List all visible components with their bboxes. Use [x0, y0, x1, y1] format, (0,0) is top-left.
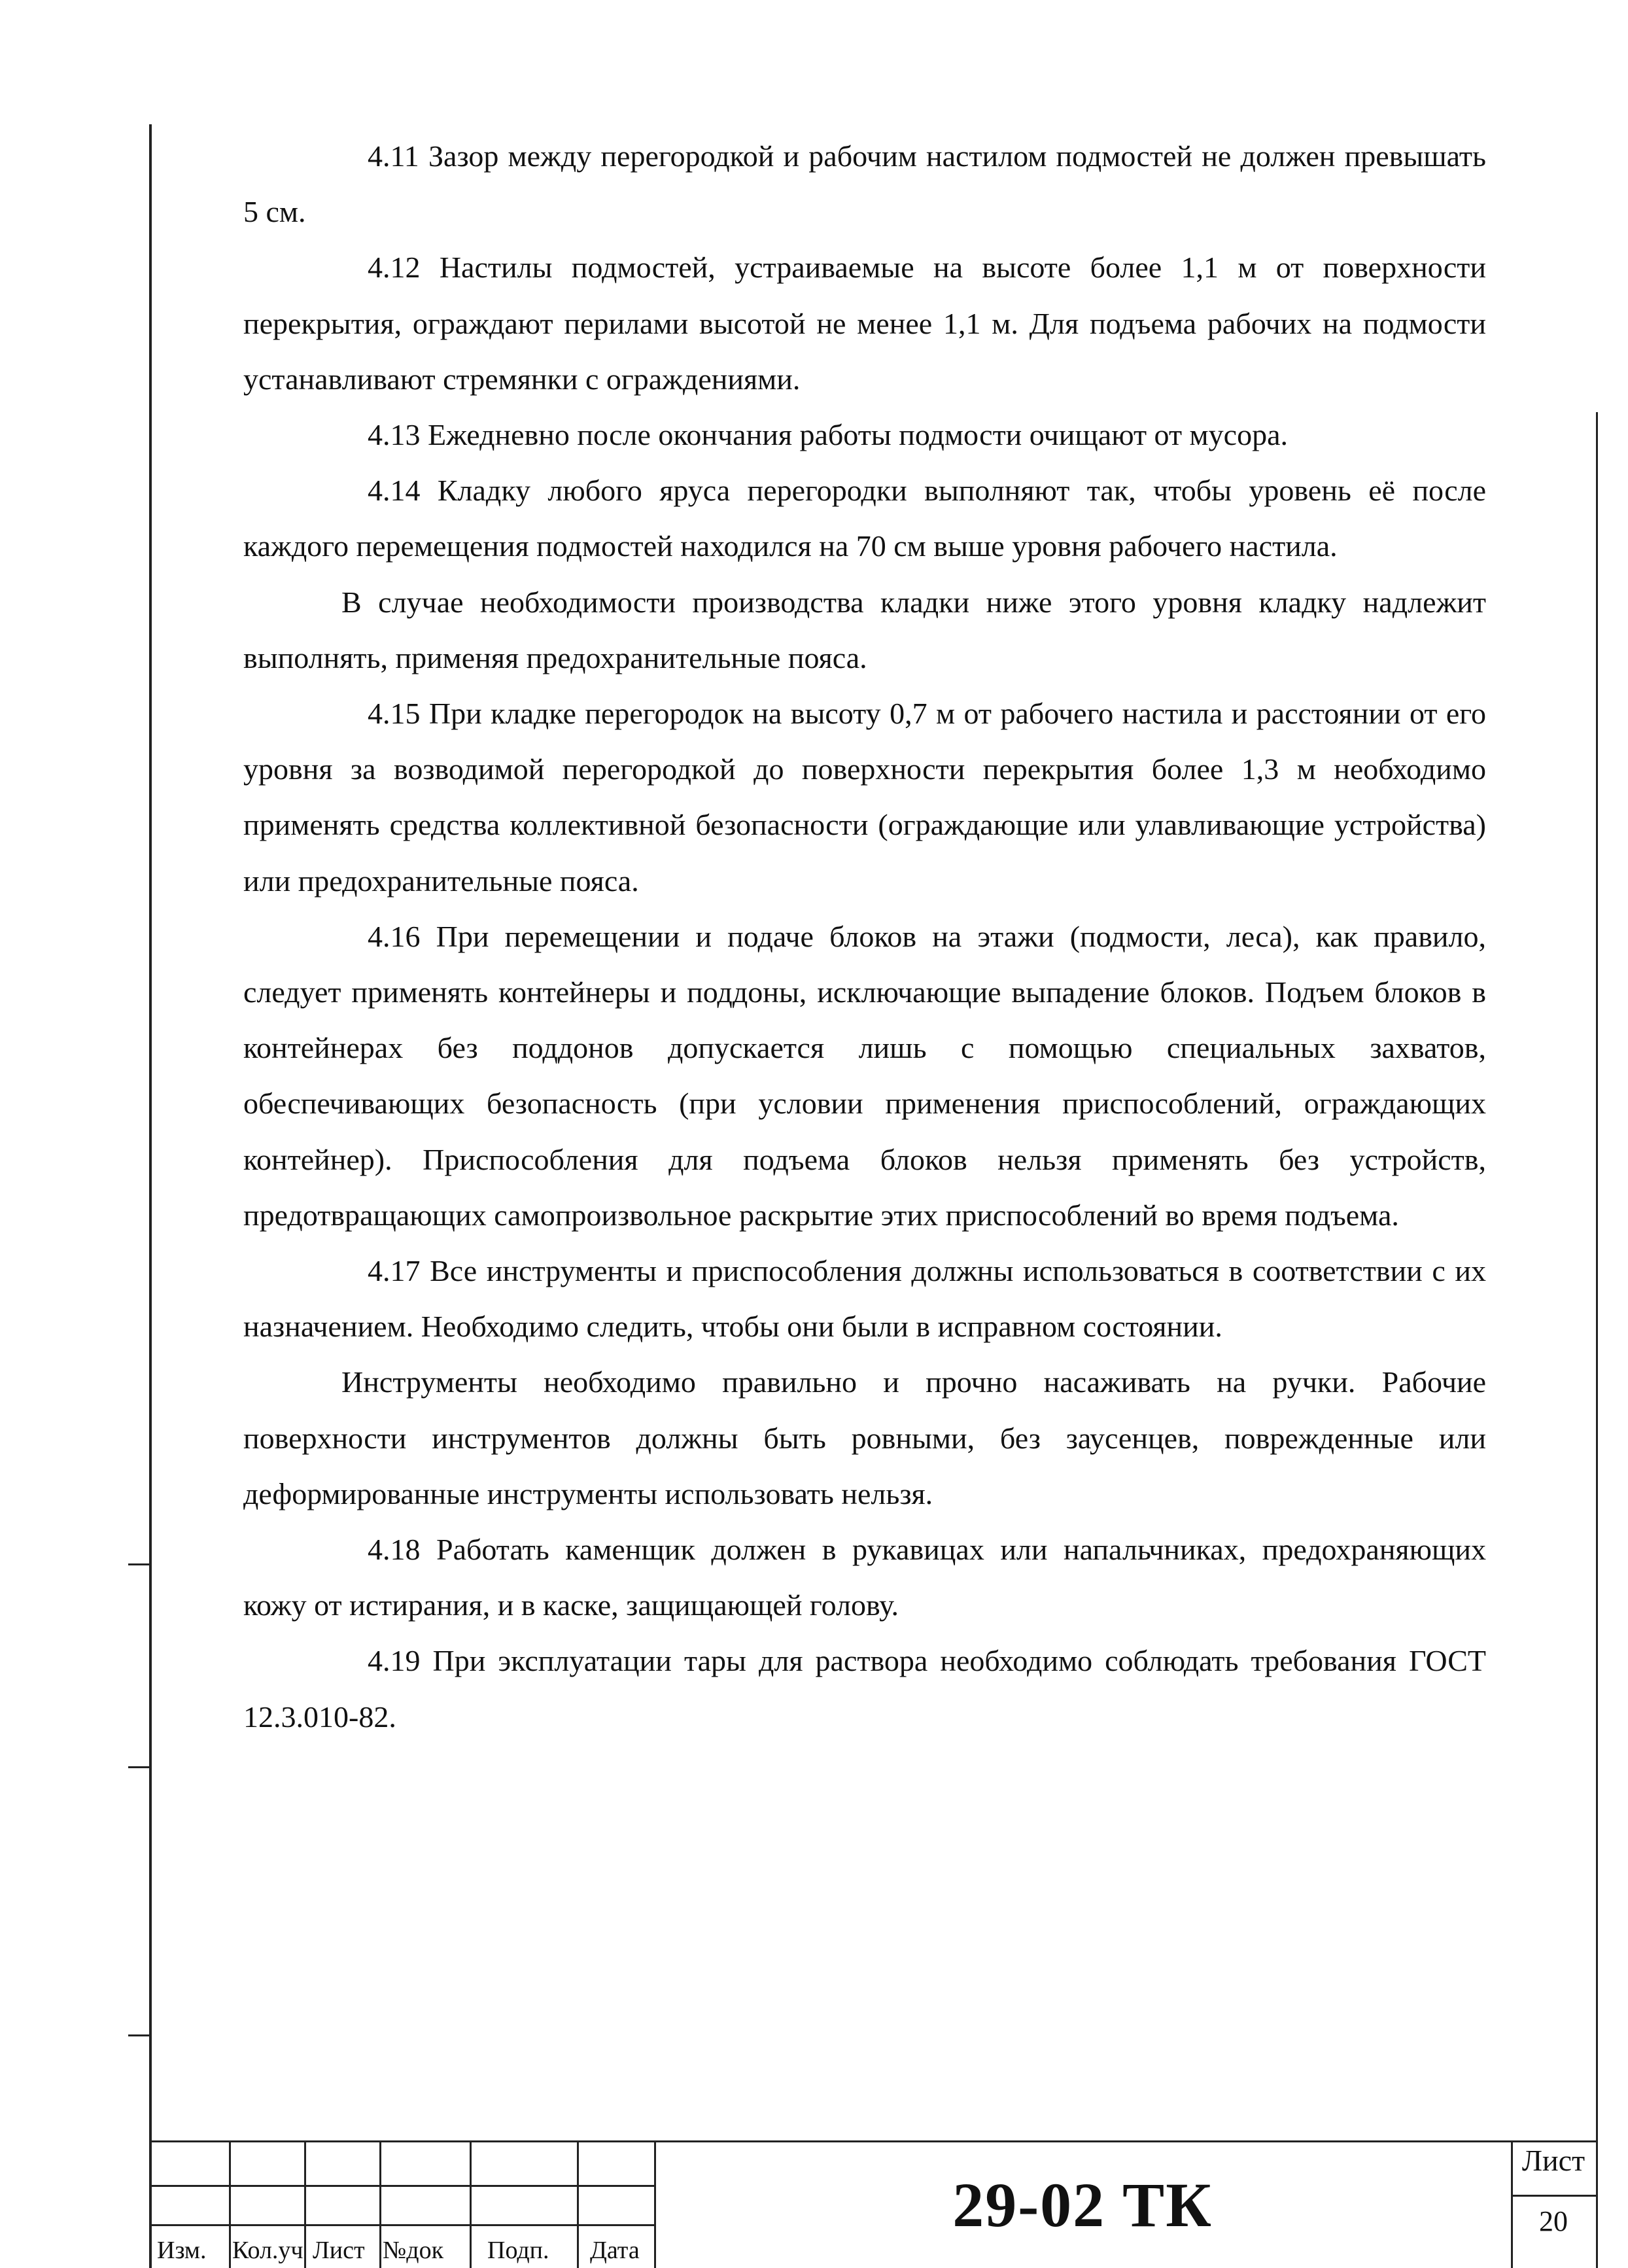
- paragraph-4-19: 4.19 При эксплуатации тары для раствора необходимо соблюдать требования ГОСТ 12.3.010-82.: [243, 1644, 1486, 1734]
- document-code: 29-02 ТК: [952, 2169, 1213, 2240]
- document-body: [243, 128, 1486, 1745]
- paragraph-4-18: 4.18 Работать каменщик должен в рукавицах или напальчниках, предохраняющих кожу от истирания, и в каске, защищающей голову.: [243, 1533, 1486, 1622]
- column-label-podp: Подп.: [487, 2237, 549, 2264]
- frame-tick: [128, 1563, 152, 1565]
- column-label-data: Дата: [590, 2237, 640, 2264]
- column-label-kol-uch: Кол.уч: [232, 2237, 303, 2264]
- title-block-col-line: [577, 2140, 579, 2268]
- title-block-col-line: [304, 2140, 306, 2268]
- paragraph-4-16: 4.16 При перемещении и подаче блоков на этажи (подмости, леса), как правило, следует применять контейнеры и поддоны, исключающие выпадение блоков. Подъем блоков в контейнерах без поддонов допускается лишь с помощью специальных захватов, обеспечивающих безопасность (при условии применения приспособлений, ограждающих контейнер). Приспособления для подъема блоков нельзя применять без устройств, предотвращающих самопроизвольное раскрытие этих приспособлений во время подъема.: [243, 919, 1486, 1232]
- paragraph-4-11: 4.11 Зазор между перегородкой и рабочим настилом подмостей не должен превышать 5 см.: [243, 139, 1486, 229]
- frame-tick: [128, 2034, 152, 2036]
- paragraph-4-17-note: Инструменты необходимо правильно и прочно насаживать на ручки. Рабочие поверхности инструментов должны быть ровными, без заусенцев, поврежденные или деформированные инструменты использовать нельзя.: [243, 1365, 1486, 1510]
- paragraph-4-13: 4.13 Ежедневно после окончания работы подмости очищают от мусора.: [368, 418, 1288, 452]
- column-label-list: Лист: [313, 2237, 365, 2264]
- column-label-n-dok: №док: [383, 2237, 444, 2264]
- paragraph-4-12: 4.12 Настилы подмостей, устраиваемые на высоте более 1,1 м от поверхности перекрытия, ограждают перилами высотой не менее 1,1 м. Для подъема рабочих на подмости устанавливают стремянки с ограждениями.: [243, 251, 1486, 396]
- frame-tick: [128, 1766, 152, 1768]
- title-block-col-line: [379, 2140, 381, 2268]
- paragraph-4-15: 4.15 При кладке перегородок на высоту 0,7 м от рабочего настила и расстоянии от его уровня за возводимой перегородкой до поверхности перекрытия более 1,3 м необходимо применять средства коллективной безопасности (ограждающие или улавливающие устройства) или предохранительные пояса.: [243, 697, 1486, 898]
- frame-right-border: [1596, 412, 1598, 2268]
- paragraph-4-14-note: В случае необходимости производства кладки ниже этого уровня кладку надлежит выполнять, применяя предохранительные пояса.: [243, 585, 1486, 674]
- column-label-izm: Изм.: [157, 2237, 207, 2264]
- title-block-col-line: [470, 2140, 472, 2268]
- sheet-number: 20: [1539, 2205, 1568, 2237]
- title-block-col-line: [229, 2140, 231, 2268]
- frame-left-border: [149, 124, 152, 2268]
- sheet-label: Лист: [1521, 2144, 1585, 2177]
- paragraph-4-17: 4.17 Все инструменты и приспособления должны использоваться в соответствии с их назначением. Необходимо следить, чтобы они были в исправном состоянии.: [243, 1254, 1486, 1344]
- paragraph-4-14: 4.14 Кладку любого яруса перегородки выполняют так, чтобы уровень её после каждого перемещения подмостей находился на 70 см выше уровня рабочего настила.: [243, 474, 1486, 563]
- title-block-sheet-line: [1511, 2195, 1598, 2197]
